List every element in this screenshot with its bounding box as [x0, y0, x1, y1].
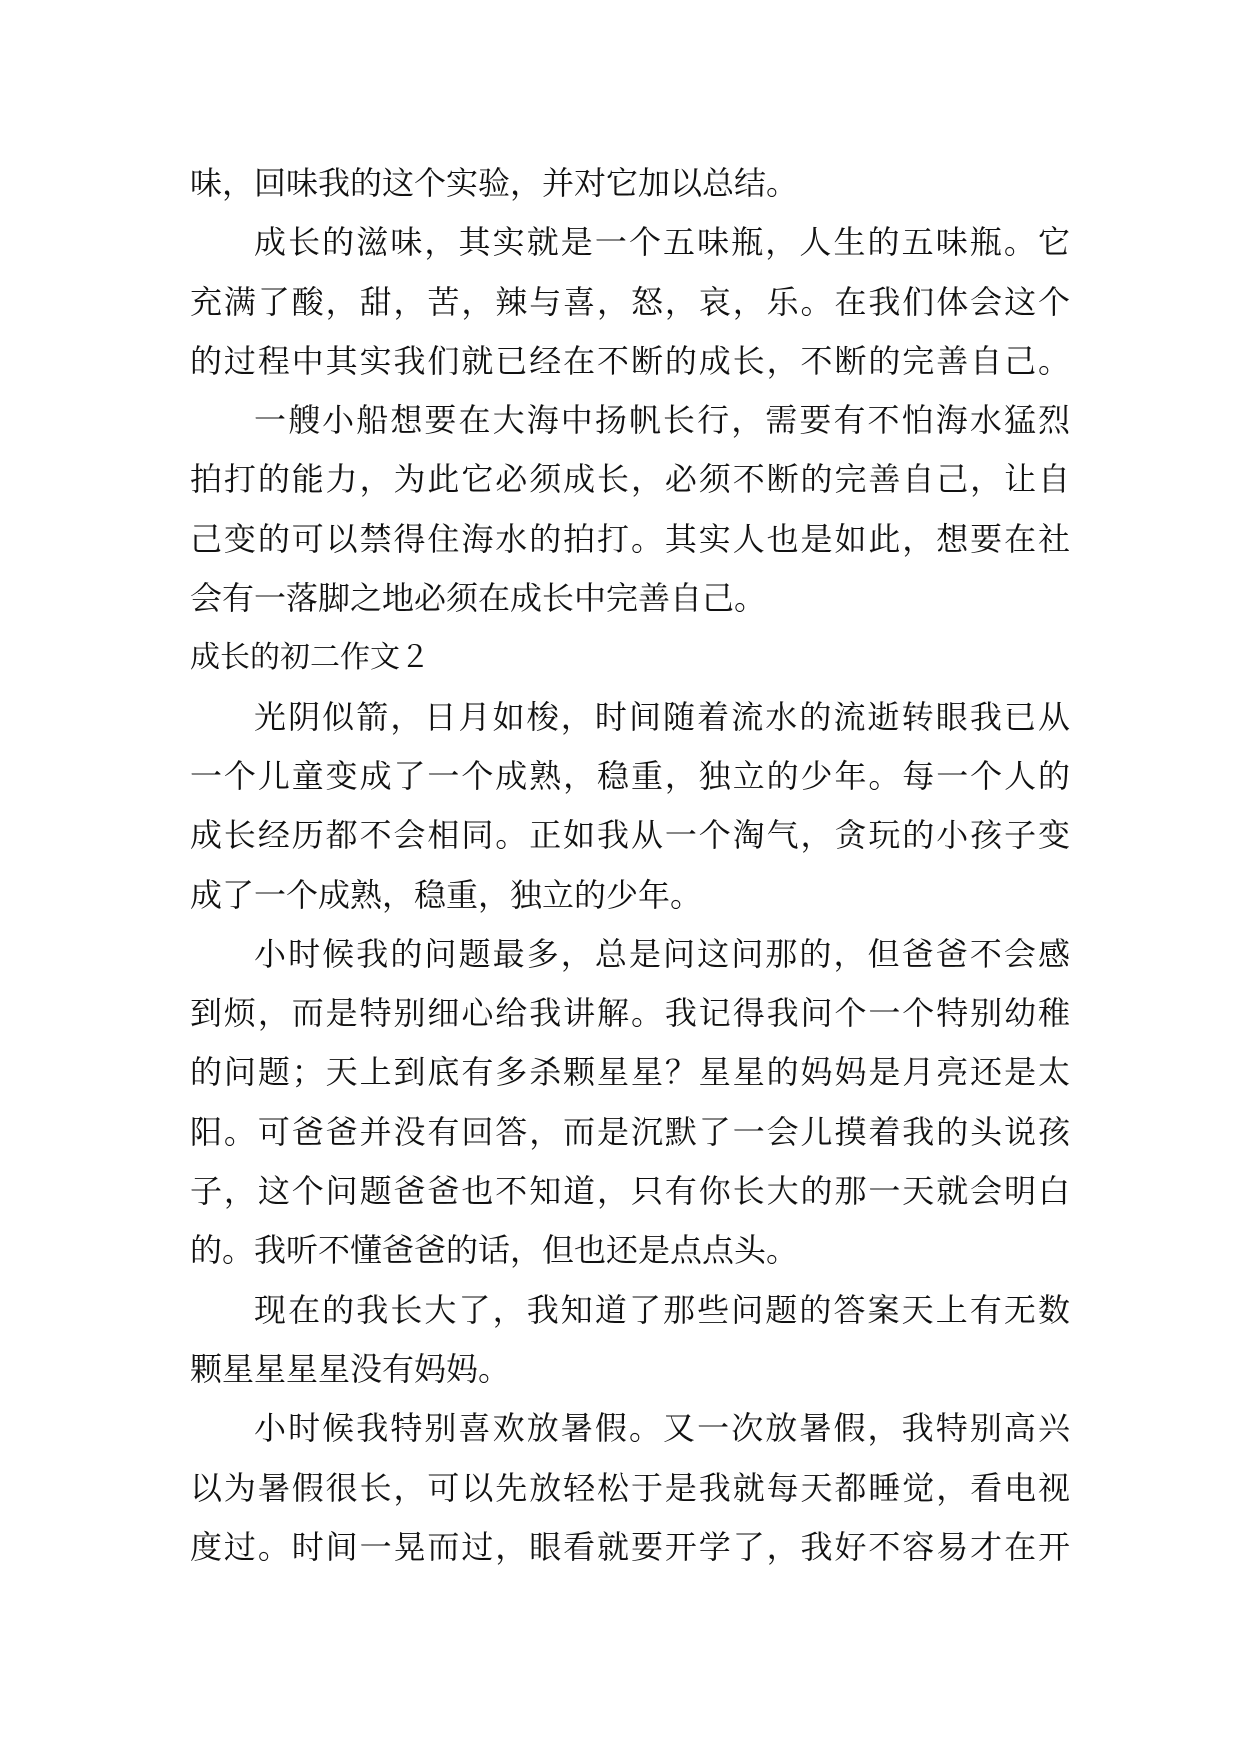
- paragraph-first-line: 现在的我长大了，我知道了那些问题的答案天上有无数: [254, 1290, 1070, 1329]
- document-body: [190, 154, 1070, 1577]
- text-line: 的过程中其实我们就已经在不断的成长，不断的完善自己。: [190, 341, 1070, 380]
- text-line: 会有一落脚之地必须在成长中完善自己。: [190, 579, 767, 618]
- text-line: 到烦，而是特别细心给我讲解。我记得我问个一个特别幼稚: [190, 994, 1070, 1033]
- text-line: 度过。时间一晃而过，眼看就要开学了，我好不容易才在开: [190, 1527, 1070, 1566]
- text-line: 阳。可爸爸并没有回答，而是沉默了一会儿摸着我的头说孩: [190, 1112, 1070, 1151]
- text-line: 成了一个成熟，稳重，独立的少年。: [190, 875, 703, 914]
- text-line: 己变的可以禁得住海水的拍打。其实人也是如此，想要在社: [190, 519, 1070, 558]
- text-line: 以为暑假很长，可以先放轻松于是我就每天都睡觉，看电视: [190, 1468, 1070, 1507]
- paragraph-first-line: 成长的滋味，其实就是一个五味瓶，人生的五味瓶。它: [254, 223, 1070, 262]
- paragraph-first-line: 光阴似箭，日月如梭，时间随着流水的流逝转眼我已从: [254, 697, 1070, 736]
- text-line: 成长经历都不会相同。正如我从一个淘气，贪玩的小孩子变: [190, 816, 1070, 855]
- text-line: 一个儿童变成了一个成熟，稳重，独立的少年。每一个人的: [190, 756, 1070, 795]
- paragraph-first-line: 一艘小船想要在大海中扬帆长行，需要有不怕海水猛烈: [254, 401, 1070, 440]
- text-line: 颗星星星星没有妈妈。: [190, 1349, 511, 1388]
- essay-heading: 成长的初二作文２: [190, 640, 430, 676]
- text-line: 味，回味我的这个实验，并对它加以总结。: [190, 164, 799, 202]
- text-line: 的。我听不懂爸爸的话，但也还是点点头。: [190, 1231, 799, 1270]
- paragraph-first-line: 小时候我特别喜欢放暑假。又一次放暑假，我特别高兴: [254, 1409, 1070, 1448]
- paragraph-first-line: 小时候我的问题最多，总是问这问那的，但爸爸不会感: [254, 934, 1070, 973]
- text-line: 充满了酸，甜，苦，辣与喜，怒，哀，乐。在我们体会这个: [190, 282, 1070, 321]
- text-line: 子，这个问题爸爸也不知道，只有你长大的那一天就会明白: [190, 1172, 1070, 1211]
- text-line: 拍打的能力，为此它必须成长，必须不断的完善自己，让自: [190, 460, 1070, 499]
- text-line: 的问题；天上到底有多杀颗星星？星星的妈妈是月亮还是太: [190, 1053, 1070, 1092]
